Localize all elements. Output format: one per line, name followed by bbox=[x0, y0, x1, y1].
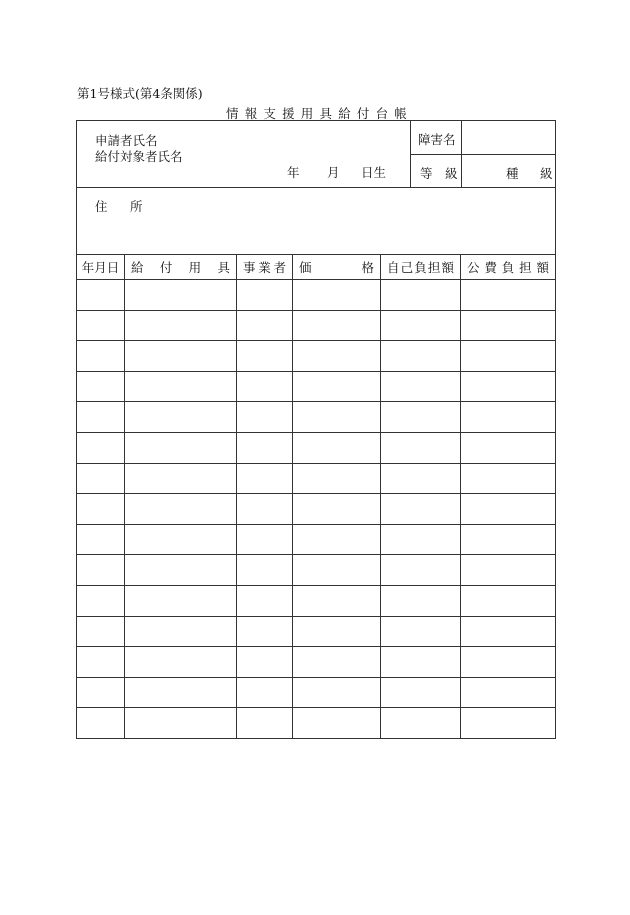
table-cell[interactable] bbox=[381, 555, 461, 586]
table-row bbox=[77, 463, 556, 494]
table-cell[interactable] bbox=[293, 432, 381, 463]
table-cell[interactable] bbox=[77, 647, 125, 678]
table-row bbox=[77, 585, 556, 616]
ledger-body bbox=[77, 280, 556, 739]
column-header-char: 業 bbox=[258, 260, 271, 275]
column-header-0 bbox=[77, 255, 125, 280]
table-cell[interactable] bbox=[293, 371, 381, 402]
table-cell[interactable] bbox=[77, 708, 125, 739]
table-cell[interactable] bbox=[77, 310, 125, 341]
table-cell[interactable] bbox=[237, 341, 293, 372]
table-cell[interactable] bbox=[293, 524, 381, 555]
table-row bbox=[77, 494, 556, 525]
table-cell[interactable] bbox=[461, 555, 556, 586]
table-cell[interactable] bbox=[461, 585, 556, 616]
table-cell[interactable] bbox=[125, 310, 237, 341]
table-cell[interactable] bbox=[77, 432, 125, 463]
table-cell[interactable] bbox=[381, 371, 461, 402]
column-header-char: 担 bbox=[519, 260, 532, 275]
column-header-char: 用 bbox=[188, 260, 202, 275]
table-cell[interactable] bbox=[293, 463, 381, 494]
table-row bbox=[77, 708, 556, 739]
column-header-5 bbox=[461, 255, 556, 280]
grade-label-part-1: 等 bbox=[420, 166, 433, 181]
grade-label-part-2: 級 bbox=[445, 166, 458, 181]
column-header-char: 担 bbox=[427, 260, 441, 275]
table-cell[interactable] bbox=[237, 708, 293, 739]
ledger-header-row bbox=[77, 255, 556, 280]
table-row bbox=[77, 310, 556, 341]
table-cell[interactable] bbox=[77, 494, 125, 525]
table-row bbox=[77, 432, 556, 463]
applicant-name-label: 申請者氏名 bbox=[95, 133, 158, 148]
table-cell[interactable] bbox=[461, 647, 556, 678]
column-header-char: 年月日 bbox=[81, 260, 120, 275]
table-cell[interactable] bbox=[381, 494, 461, 525]
table-cell[interactable] bbox=[461, 310, 556, 341]
table-cell[interactable] bbox=[125, 585, 237, 616]
table-cell[interactable] bbox=[461, 494, 556, 525]
table-cell[interactable] bbox=[77, 402, 125, 433]
table-cell[interactable] bbox=[293, 341, 381, 372]
table-cell[interactable] bbox=[125, 708, 237, 739]
table-cell[interactable] bbox=[293, 555, 381, 586]
table-cell[interactable] bbox=[461, 280, 556, 311]
table-cell[interactable] bbox=[381, 463, 461, 494]
table-cell[interactable] bbox=[237, 494, 293, 525]
table-cell[interactable] bbox=[125, 524, 237, 555]
table-cell[interactable] bbox=[237, 432, 293, 463]
address-label-part-1: 住 bbox=[95, 199, 108, 214]
column-header-3 bbox=[293, 255, 381, 280]
table-cell[interactable] bbox=[125, 616, 237, 647]
table-cell[interactable] bbox=[293, 647, 381, 678]
table-cell[interactable] bbox=[237, 616, 293, 647]
column-header-char: 己 bbox=[400, 260, 414, 275]
table-cell[interactable] bbox=[237, 371, 293, 402]
column-header-char: 額 bbox=[536, 260, 549, 275]
table-cell[interactable] bbox=[381, 524, 461, 555]
recipient-name-label: 給付対象者氏名 bbox=[95, 149, 183, 164]
column-header-char: 付 bbox=[159, 260, 173, 275]
column-header-char: 格 bbox=[361, 260, 374, 275]
column-header-char: 具 bbox=[217, 260, 230, 275]
address-label-part-2: 所 bbox=[130, 199, 143, 214]
table-cell[interactable] bbox=[237, 524, 293, 555]
column-header-char: 給 bbox=[131, 260, 144, 275]
table-row bbox=[77, 371, 556, 402]
disability-name-label: 障害名 bbox=[418, 132, 456, 147]
applicant-info-block bbox=[76, 120, 556, 255]
form-title: 情報支援用具給付台帳 bbox=[226, 106, 414, 121]
table-cell[interactable] bbox=[461, 524, 556, 555]
table-cell[interactable] bbox=[381, 616, 461, 647]
table-cell[interactable] bbox=[125, 341, 237, 372]
birth-day-label: 日生 bbox=[361, 165, 387, 180]
table-cell[interactable] bbox=[461, 371, 556, 402]
form-number: 第1号様式(第4条関係) bbox=[77, 86, 203, 101]
birth-year-label: 年 bbox=[287, 165, 300, 180]
table-cell[interactable] bbox=[237, 463, 293, 494]
table-cell[interactable] bbox=[381, 585, 461, 616]
table-cell[interactable] bbox=[293, 402, 381, 433]
table-cell[interactable] bbox=[461, 677, 556, 708]
table-cell[interactable] bbox=[237, 585, 293, 616]
table-row bbox=[77, 677, 556, 708]
table-cell[interactable] bbox=[461, 616, 556, 647]
table-cell[interactable] bbox=[293, 616, 381, 647]
table-cell[interactable] bbox=[77, 555, 125, 586]
column-header-char: 負 bbox=[501, 260, 515, 275]
table-cell[interactable] bbox=[125, 371, 237, 402]
table-cell[interactable] bbox=[293, 494, 381, 525]
table-cell[interactable] bbox=[461, 432, 556, 463]
table-cell[interactable] bbox=[293, 677, 381, 708]
table-cell[interactable] bbox=[293, 708, 381, 739]
table-cell[interactable] bbox=[125, 494, 237, 525]
table-cell[interactable] bbox=[77, 677, 125, 708]
table-cell[interactable] bbox=[381, 310, 461, 341]
birth-month-label: 月 bbox=[327, 165, 340, 180]
table-cell[interactable] bbox=[237, 647, 293, 678]
column-header-2 bbox=[237, 255, 293, 280]
table-cell[interactable] bbox=[125, 463, 237, 494]
column-header-char: 者 bbox=[273, 260, 286, 275]
table-cell[interactable] bbox=[461, 402, 556, 433]
table-row bbox=[77, 280, 556, 311]
table-cell[interactable] bbox=[381, 402, 461, 433]
table-row bbox=[77, 341, 556, 372]
table-cell[interactable] bbox=[381, 708, 461, 739]
table-cell[interactable] bbox=[293, 280, 381, 311]
column-header-1 bbox=[125, 255, 237, 280]
table-cell[interactable] bbox=[125, 402, 237, 433]
column-header-4 bbox=[381, 255, 461, 280]
column-header-char: 自 bbox=[387, 260, 400, 275]
table-cell[interactable] bbox=[293, 310, 381, 341]
table-cell[interactable] bbox=[77, 341, 125, 372]
table-cell[interactable] bbox=[77, 371, 125, 402]
column-header-char: 公 bbox=[467, 260, 480, 275]
table-cell[interactable] bbox=[125, 280, 237, 311]
table-cell[interactable] bbox=[237, 402, 293, 433]
table-cell[interactable] bbox=[293, 585, 381, 616]
table-cell[interactable] bbox=[77, 463, 125, 494]
table-cell[interactable] bbox=[125, 555, 237, 586]
table-row bbox=[77, 402, 556, 433]
table-row bbox=[77, 524, 556, 555]
table-cell[interactable] bbox=[381, 677, 461, 708]
column-header-char: 事 bbox=[243, 260, 256, 275]
table-cell[interactable] bbox=[77, 616, 125, 647]
type-label-part-1: 種 bbox=[506, 166, 519, 181]
table-cell[interactable] bbox=[381, 341, 461, 372]
ledger-table bbox=[76, 254, 556, 739]
table-row bbox=[77, 555, 556, 586]
table-cell[interactable] bbox=[381, 647, 461, 678]
table-cell[interactable] bbox=[237, 280, 293, 311]
table-cell[interactable] bbox=[381, 432, 461, 463]
type-label-part-2: 級 bbox=[540, 166, 553, 181]
table-cell[interactable] bbox=[237, 555, 293, 586]
column-header-char: 負 bbox=[414, 260, 427, 275]
table-cell[interactable] bbox=[125, 677, 237, 708]
table-cell[interactable] bbox=[77, 280, 125, 311]
column-header-char: 額 bbox=[441, 260, 454, 275]
table-row bbox=[77, 647, 556, 678]
column-header-char: 費 bbox=[484, 260, 497, 275]
table-cell[interactable] bbox=[461, 341, 556, 372]
table-cell[interactable] bbox=[461, 463, 556, 494]
table-cell[interactable] bbox=[77, 585, 125, 616]
table-cell[interactable] bbox=[461, 708, 556, 739]
table-cell[interactable] bbox=[381, 280, 461, 311]
table-cell[interactable] bbox=[125, 647, 237, 678]
table-cell[interactable] bbox=[77, 524, 125, 555]
table-cell[interactable] bbox=[237, 310, 293, 341]
column-header-char: 価 bbox=[299, 260, 312, 275]
table-row bbox=[77, 616, 556, 647]
table-cell[interactable] bbox=[237, 677, 293, 708]
table-cell[interactable] bbox=[125, 432, 237, 463]
